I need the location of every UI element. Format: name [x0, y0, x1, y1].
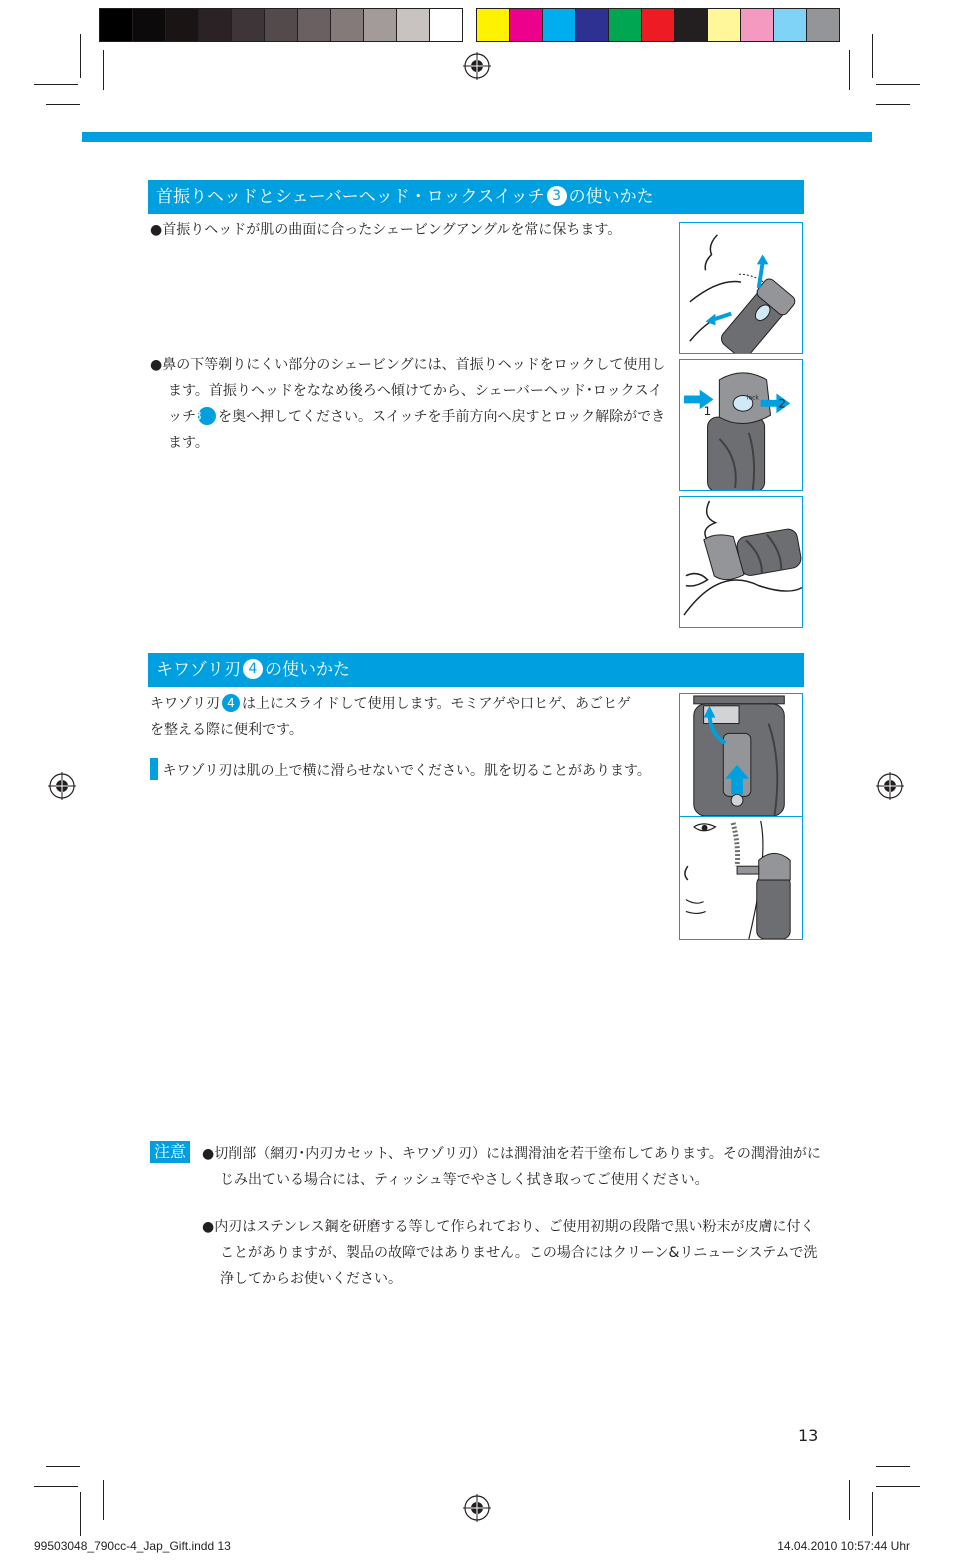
- color-swatch: [575, 8, 609, 42]
- section-heading-trimmer: [148, 653, 804, 687]
- figure-label: lock: [746, 395, 759, 402]
- header-accent-bar: [82, 132, 872, 142]
- color-swatch: [740, 8, 774, 42]
- illustration-trimmer-slide: [679, 693, 803, 817]
- crop-mark: [872, 34, 873, 78]
- color-swatch: [363, 8, 397, 42]
- illustration-under-nose: [679, 496, 803, 628]
- color-swatch: [132, 8, 166, 42]
- color-swatch: [806, 8, 840, 42]
- paragraph-text: ●鼻の下等剃りにくい部分のシェービングには、首振りヘッドをロックして使用します。首振りヘッドをななめ後ろへ傾けてから、シェーバーヘッド･ロックスイッチ: [150, 357, 666, 425]
- color-swatch: [297, 8, 331, 42]
- crop-mark: [80, 34, 81, 78]
- trimmer-paragraph: [150, 691, 640, 743]
- registration-mark-icon: [463, 1494, 491, 1522]
- registration-mark-icon: [48, 772, 76, 800]
- section-heading-swivel-head: [148, 180, 804, 214]
- crop-mark: [849, 50, 850, 90]
- paragraph-text: は上にスライドして使用します。モミアゲや口ヒゲ、あごヒゲを整える際に便利です。: [150, 696, 632, 738]
- figure-label: 1: [703, 404, 712, 419]
- under-nose-shaving-illustration-icon: [680, 497, 802, 627]
- trimmer-warning: [102, 758, 692, 784]
- sideburn-trim-illustration-icon: [680, 817, 802, 939]
- illustration-swivel-head: [679, 222, 803, 354]
- crop-mark: [34, 84, 78, 85]
- item-number-badge: 3: [198, 407, 216, 425]
- crop-mark: [876, 1466, 910, 1467]
- notice-item: ●切削部（網刃･内刃カセット、キワゾリ刃）には潤滑油を若干塗布してあります。その潤滑油がにじみ出ている場合には、ティッシュ等でやさしく拭き取ってご使用ください。: [202, 1146, 821, 1188]
- swatch-gap: [463, 8, 477, 42]
- notice-item: ●内刃はステンレス鋼を研磨する等して作られており、ご使用初期の段階で黒い粉末が皮膚に付くことがありますが、製品の故障ではありません。この場合にはクリーン&リニューシステムで洗浄してからお使いください。: [202, 1219, 818, 1287]
- crop-mark: [103, 1480, 104, 1520]
- crop-mark: [46, 104, 80, 105]
- crop-mark: [46, 1466, 80, 1467]
- bullet-paragraph: ●首振りヘッドが肌の曲面に合ったシェービングアングルを常に保ちます。: [150, 222, 622, 238]
- figure-label: 2: [778, 396, 786, 411]
- registration-mark-icon: [876, 772, 904, 800]
- color-swatch: [707, 8, 741, 42]
- notice-label-container: [150, 1141, 190, 1167]
- file-slug: 99503048_790cc-4_Jap_Gift.indd 13: [34, 1539, 231, 1553]
- color-swatch: [396, 8, 430, 42]
- bullet-paragraph: [150, 352, 668, 456]
- crop-mark: [80, 1492, 81, 1536]
- section-title-text: の使いかた: [568, 187, 654, 207]
- color-swatch: [330, 8, 364, 42]
- caution-label: 注意: [150, 758, 158, 780]
- crop-mark: [34, 1486, 78, 1487]
- illustration-lock-switch: [679, 359, 803, 491]
- caution-text: キワゾリ刃は肌の上で横に滑らせないでください。肌を切ることがあります。: [162, 763, 651, 779]
- item-number-badge: 3: [547, 186, 567, 206]
- page-number: 13: [798, 1426, 819, 1445]
- color-swatch: [476, 8, 510, 42]
- color-swatch: [165, 8, 199, 42]
- timestamp-slug: 14.04.2010 10:57:44 Uhr: [777, 1539, 910, 1553]
- section-title-text: キワゾリ刃: [156, 660, 241, 680]
- crop-mark: [849, 1480, 850, 1520]
- item-number-badge: 4: [222, 694, 240, 712]
- crop-mark: [876, 84, 920, 85]
- crop-mark: [876, 1486, 920, 1487]
- paragraph-text: を奥へ押してください。スイッチを手前方向へ戻すとロック解除ができます。: [168, 409, 666, 451]
- lock-switch-illustration-icon: [680, 360, 802, 490]
- color-swatch: [773, 8, 807, 42]
- illustration-sideburn-trim: [679, 816, 803, 940]
- color-swatch: [231, 8, 265, 42]
- color-swatch: [509, 8, 543, 42]
- color-swatch: [542, 8, 576, 42]
- registration-mark-icon: [463, 52, 491, 80]
- shaver-jaw-illustration-icon: [680, 223, 802, 353]
- color-swatch: [429, 8, 463, 42]
- color-calibration-bar: [100, 8, 840, 42]
- color-swatch: [608, 8, 642, 42]
- color-swatch: [674, 8, 708, 42]
- paragraph-text: キワゾリ刃: [150, 696, 220, 712]
- crop-mark: [103, 50, 104, 90]
- section-title-text: の使いかた: [265, 660, 350, 680]
- crop-mark: [872, 1492, 873, 1536]
- color-swatch: [641, 8, 675, 42]
- color-swatch: [198, 8, 232, 42]
- crop-mark: [876, 104, 910, 105]
- color-swatch: [99, 8, 133, 42]
- section-title-text: 首振りヘッドとシェーバーヘッド・ロックスイッチ: [156, 187, 545, 207]
- item-number-badge: 4: [243, 659, 263, 679]
- trimmer-slide-illustration-icon: [680, 694, 802, 816]
- caution-label: 注意: [150, 1141, 190, 1163]
- color-swatch: [264, 8, 298, 42]
